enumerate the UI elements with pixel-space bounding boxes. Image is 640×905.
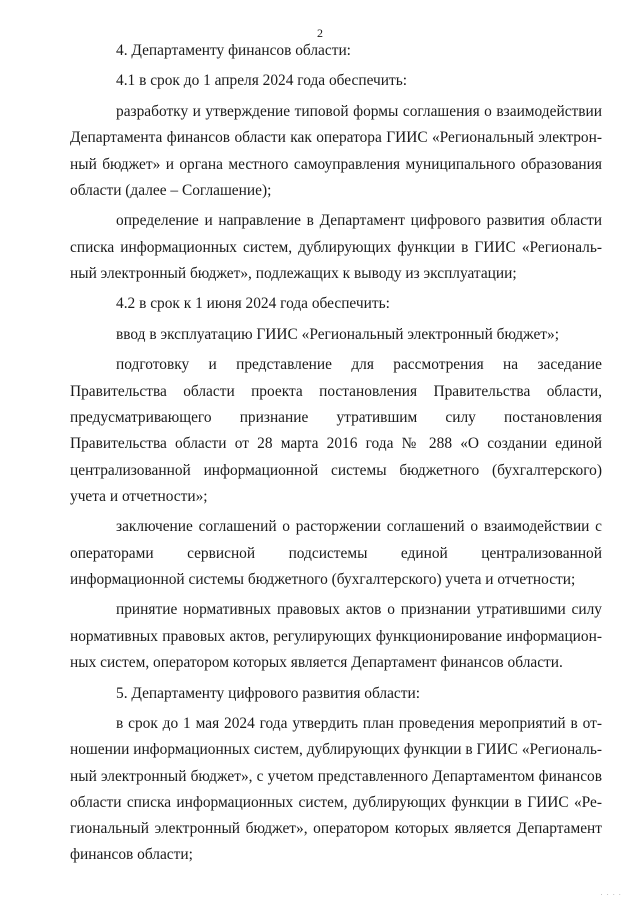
paragraph-template-agreement: разработку и утверждение типовой формы соглашения о взаимодействии Департамента финансов области как оператора ГИИС «Региональный электронный бюджет» и органа местного самоуправления муниципального образования области (далее – Соглашение); [70, 102, 602, 199]
paragraph-commissioning: ввод в эксплуатацию ГИИС «Региональный электронный бюджет»; [116, 325, 559, 343]
paragraph-resolution-draft: подготовку и представление для рассмотрения на заседание Правительства области проекта постановления Правительства области, предусматривающего признание утратившим силу постановления Правительства области от 28 марта 2016 года № 288 «О создании единой централизованной информационной системы бюджетного (бухгалтерского) учета и отчетности»; [70, 356, 602, 505]
paragraph-legal-acts: принятие нормативных правовых актов о признании утратившими силу нормативных правовых актов, регулирующих функционирование информационных систем, оператором которых является Департамент финансов области. [70, 601, 602, 672]
document-body [70, 38, 602, 873]
paragraph-termination-agreements: заключение соглашений о расторжении соглашений о взаимодействии с операторами сервисной подсистемы единой централизованной информационной системы бюджетного (бухгалтерского) учета и отчетности; [70, 518, 602, 588]
page-number: 2 [317, 26, 323, 40]
scan-corner-mark: · · · · [600, 891, 622, 899]
paragraph-action-plan: в срок до 1 мая 2024 года утвердить план проведения мероприятий в отношении информационных систем, дублирующих функции в ГИИС «Региональный электронный бюджет», с учетом представленного Департаментом финансов области списка информационных систем, дублирующих функции в ГИИС «Региональный электронный бюджет», оператором которых является Департамент финансов области; [70, 715, 602, 864]
paragraph-section-4-2-heading: 4.2 в срок к 1 июня 2024 года обеспечить: [116, 295, 390, 313]
paragraph-section-5-heading: 5. Департаменту цифрового развития области: [116, 684, 420, 702]
paragraph-section-4-1-heading: 4.1 в срок до 1 апреля 2024 года обеспечить: [116, 72, 408, 90]
paragraph-systems-list: определение и направление в Департамент цифрового развития области списка информационных систем, дублирующих функции в ГИИС «Региональный электронный бюджет», подлежащих к выводу из эксплуатации; [70, 212, 602, 282]
paragraph-section-4-heading: 4. Департаменту финансов области: [116, 42, 351, 59]
